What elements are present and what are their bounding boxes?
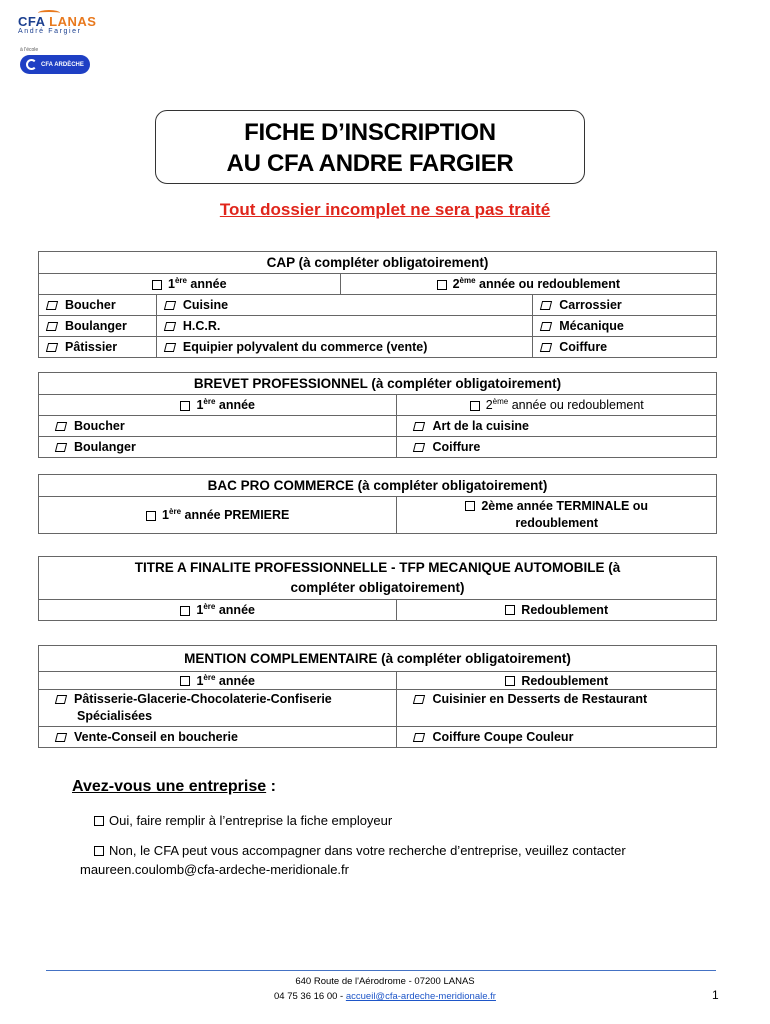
checkbox-icon[interactable] [46,301,58,310]
cap-option-carrossier[interactable]: Carrossier [533,295,717,316]
title-line-1: FICHE D’INSCRIPTION [244,119,496,146]
checkbox-icon[interactable] [146,511,156,521]
cap-option-cuisine[interactable]: Cuisine [156,295,532,316]
footer-phone: 04 75 36 16 00 - [274,991,346,1002]
mc-option-patisserie[interactable]: Pâtisserie-Glacerie-Chocolaterie-Confiserie Spécialisées [39,690,397,727]
entreprise-option-yes[interactable]: Oui, faire remplir à l’entreprise la fiche employeur [94,811,392,830]
mc-option-coiffure[interactable]: Coiffure Coupe Couleur [397,727,717,748]
checkbox-icon[interactable] [470,401,480,411]
title-line-2: AU CFA ANDRE FARGIER [226,150,514,177]
bac-pro-table [38,474,717,534]
tfp-table [38,556,717,621]
checkbox-icon[interactable] [55,733,67,742]
checkbox-icon[interactable] [164,343,176,352]
cap-table [38,251,717,358]
mc-option-desserts[interactable]: Cuisinier en Desserts de Restaurant [397,690,717,727]
title-box [155,110,585,184]
logo-text-cf: CF [18,14,36,29]
checkbox-icon[interactable] [413,733,425,742]
tfp-year1-option[interactable]: 1ère année [39,600,397,621]
checkbox-icon[interactable] [540,301,552,310]
checkbox-icon[interactable] [46,343,58,352]
mc-year1-option[interactable]: 1ère année [39,672,397,690]
badge-c-icon [26,59,37,70]
cap-option-mecanique[interactable]: Mécanique [533,316,717,337]
footer-contact [0,989,770,1004]
bp-option-coiffure[interactable]: Coiffure [397,437,717,458]
entreprise-option-no[interactable]: Non, le CFA peut vous accompagner dans votre recherche d’entreprise, veuillez contacter [94,841,626,860]
checkbox-icon[interactable] [465,501,475,511]
logo-subtitle: André Fargier [18,28,82,35]
checkbox-icon[interactable] [413,422,425,431]
checkbox-icon[interactable] [46,322,58,331]
page-number: 1 [712,988,719,1002]
cap-year2-option[interactable]: 2ème année ou redoublement [340,274,716,295]
tfp-header: TITRE A FINALITE PROFESSIONNELLE - TFP MECANIQUE AUTOMOBILE (à compléter obligatoirement) [39,557,717,600]
logo-tagline: à l'école [20,47,39,53]
checkbox-icon[interactable] [180,676,190,686]
bp-option-boulanger[interactable]: Boulanger [39,437,397,458]
checkbox-icon[interactable] [55,443,67,452]
entreprise-question: Avez-vous une entreprise : [72,778,276,795]
mc-header: MENTION COMPLEMENTAIRE (à compléter obligatoirement) [39,646,717,672]
mc-option-vente-boucherie[interactable]: Vente-Conseil en boucherie [39,727,397,748]
cfa-lanas-logo [18,14,98,74]
checkbox-icon[interactable] [164,301,176,310]
checkbox-icon[interactable] [55,695,67,704]
bp-header: BREVET PROFESSIONNEL (à compléter obligatoirement) [39,373,717,395]
checkbox-icon[interactable] [180,606,190,616]
logo-text-a: A [35,14,46,29]
logo-text-lanas: LANAS [45,14,97,29]
incomplete-warning: Tout dossier incomplet ne sera pas traité [219,200,551,219]
contact-email: maureen.coulomb@cfa-ardeche-meridionale.fr [80,862,349,877]
bp-option-boucher[interactable]: Boucher [39,416,397,437]
bac-header: BAC PRO COMMERCE (à compléter obligatoirement) [39,475,717,497]
cap-option-coiffure[interactable]: Coiffure [533,337,717,358]
checkbox-icon[interactable] [540,343,552,352]
checkbox-icon[interactable] [94,846,104,856]
cfa-ardeche-badge [20,55,90,74]
badge-label: CFA ARDÈCHE [41,61,84,68]
checkbox-icon[interactable] [152,280,162,290]
cap-option-boucher[interactable]: Boucher [39,295,157,316]
bp-table [38,372,717,458]
cap-option-boulanger[interactable]: Boulanger [39,316,157,337]
checkbox-icon[interactable] [55,422,67,431]
checkbox-icon[interactable] [413,443,425,452]
mc-table [38,645,717,748]
checkbox-icon[interactable] [413,695,425,704]
footer-email-link[interactable]: accueil@cfa-ardeche-meridionale.fr [345,991,496,1002]
checkbox-icon[interactable] [94,816,104,826]
checkbox-icon[interactable] [164,322,176,331]
bp-year1-option[interactable]: 1ère année [39,395,397,416]
cap-header: CAP (à compléter obligatoirement) [39,252,717,274]
footer-address: 640 Route de l'Aérodrome - 07200 LANAS [295,976,475,987]
cap-option-hcr[interactable]: H.C.R. [156,316,532,337]
checkbox-icon[interactable] [505,605,515,615]
logo-swoosh-icon [38,10,60,16]
tfp-redoublement-option[interactable]: Redoublement [397,600,717,621]
bac-premiere-option[interactable]: 1ère année PREMIERE [39,497,397,534]
cap-option-equipier[interactable]: Equipier polyvalent du commerce (vente) [156,337,532,358]
bp-option-art-cuisine[interactable]: Art de la cuisine [397,416,717,437]
cap-year1-option[interactable]: 1ère année [39,274,341,295]
logo-wordmark [18,14,98,29]
bp-year2-option[interactable]: 2ème année ou redoublement [397,395,717,416]
checkbox-icon[interactable] [437,280,447,290]
checkbox-icon[interactable] [180,401,190,411]
footer-divider [46,970,716,971]
bac-terminale-option[interactable]: 2ème année TERMINALE ou redoublement [397,497,717,534]
checkbox-icon[interactable] [505,676,515,686]
checkbox-icon[interactable] [540,322,552,331]
cap-option-patissier[interactable]: Pâtissier [39,337,157,358]
mc-redoublement-option[interactable]: Redoublement [397,672,717,690]
